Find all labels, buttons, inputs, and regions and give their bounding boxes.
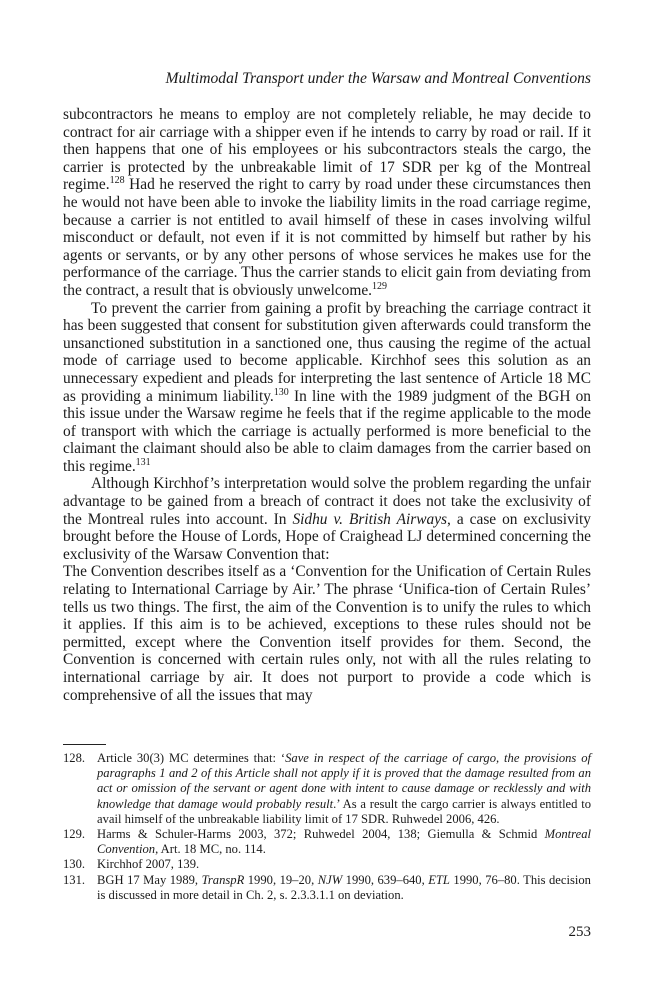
case-name: Sidhu v. British Airways: [292, 510, 448, 528]
footnote-text-part: Article 30(3) MC determines that: ‘: [97, 751, 286, 765]
footnote-128: [63, 751, 591, 827]
footnote-number: 129.: [63, 827, 86, 842]
paragraph-3-text-b: , a case on exclusivity brought before the House of Lords, Hope of Craighead LJ determined concerning the exclusivity of the Warsaw Convention that:: [63, 510, 592, 563]
page: [63, 0, 591, 1000]
journal-name: ETL: [428, 872, 450, 887]
journal-name: NJW: [317, 872, 343, 887]
paragraph-1: [63, 106, 591, 300]
paragraph-2-text-b: In line with the 1989 judgment of the BGH on this issue under the Warsaw regime he feels that if the regime applicable to the mode of transport with which the carriage is actually performed is more beneficial to the claimant the claimant should also be able to claim damages from the carrier based on this regime.: [63, 387, 591, 475]
footnote-number: 130.: [63, 857, 86, 872]
footnote-text: [97, 827, 591, 857]
footnote-131: [63, 873, 591, 903]
footnote-text-part: 1990, 76–80. This decision is discussed in more detail in Ch. 2, s. 2.3.3.1.1 on deviation.: [97, 872, 591, 902]
footnote-text-part: 1990, 19–20,: [244, 872, 318, 887]
footnote-text: [97, 751, 591, 827]
footnote-text-part: 1990, 639–640,: [342, 872, 429, 887]
footnote-text: Kirchhof 2007, 139.: [97, 857, 200, 872]
paragraph-3-text-a: Although Kirchhof’s interpretation would solve the problem regarding the unfair advantage to be gained from a breach of contract it does not take the exclusivity of the Montreal rules into account. In: [63, 475, 591, 528]
running-head: Multimodal Transport under the Warsaw and Montreal Conventions: [165, 70, 591, 87]
footnote-ref-131[interactable]: 131: [135, 456, 151, 468]
body-text: [63, 106, 591, 704]
paragraph-2-text-a: To prevent the carrier from gaining a profit by breaching the carriage contract it has been suggested that consent for substitution given afterwards could transform the unsanctioned substitution in a sanctioned one, thus causing the regime of the actual mode of carriage used to become applicable. Kirchhof sees this solution as an unnecessary expedient and pleads for interpreting the last sentence of Article 18 MC as providing a minimum liability.: [63, 299, 591, 405]
footnote-ref-128[interactable]: 128: [109, 175, 125, 187]
footnote-number: 128.: [63, 751, 86, 765]
page-number: 253: [568, 924, 591, 940]
paragraph-3: [63, 475, 591, 563]
footnotes: [63, 751, 591, 903]
footnote-ref-129[interactable]: 129: [372, 280, 388, 292]
footnote-130: [63, 857, 591, 872]
paragraph-1-text-a: subcontractors he means to employ are not completely reliable, he may decide to contract for air carriage with a shipper even if he intends to carry by road or rail. If it then happens that one of his employees or his subcontractors steals the cargo, the carrier is protected by the unbreakable limit of 17 SDR per kg of the Montreal regime.: [63, 106, 591, 194]
footnote-title: Montreal Convention: [97, 827, 591, 857]
footnote-text: [97, 873, 591, 903]
footnote-number: 131.: [63, 872, 86, 887]
block-quote: The Convention describes itself as a ‘Convention for the Unification of Certain Rules relating to International Carriage by Air.’ The phrase ‘Unifica-tion of Certain Rules’ tells us two things. The first, the aim of the Convention is to unify the rules to which it applies. If this aim is to be achieved, exceptions to these rules should not be permitted, except where the Convention itself provides for them. Second, the Convention is concerned with certain rules only, not with all the rules relating to international carriage by air. It does not purport to provide a code which is comprehensive of all the issues that may: [63, 563, 591, 704]
journal-name: TranspR: [201, 872, 245, 887]
footnote-text-part: , Art. 18 MC, no. 114.: [155, 842, 266, 857]
paragraph-2: [63, 300, 591, 476]
footnote-text-part: Harms & Schuler-Harms 2003, 372; Ruhwedel 2004, 138; Giemulla & Schmid: [97, 827, 545, 842]
footnote-divider: [63, 744, 106, 745]
footnote-129: [63, 827, 591, 857]
footnote-quote: Save in respect of the carriage of cargo, the provisions of paragraphs 1 and 2 of this Article shall not apply if it is proved that the damage resulted from an act or omission of the servant or agent done with intent to cause damage or recklessly and with knowledge that damage would probably result: [97, 751, 591, 811]
footnote-text-part: BGH 17 May 1989,: [97, 872, 202, 887]
footnote-ref-130[interactable]: 130: [273, 386, 289, 398]
footnote-text-part: .’ As a result the cargo carrier is always entitled to avail himself of the unbreakable liability limit of 17 SDR. Ruhwedel 2006, 426.: [97, 796, 592, 826]
paragraph-1-text-b: Had he reserved the right to carry by road under these circumstances then he would not have been able to invoke the liability limits in the road carriage regime, because a carrier is not entitled to avail himself of these in cases involving wilful misconduct or default, not even if it is not committed by himself but rather by his agents or servants, or by any other persons of whose services he makes use for the performance of the carriage. Thus the carrier stands to elicit gain from deviating from the contract, a result that is obviously unwelcome.: [63, 176, 591, 299]
